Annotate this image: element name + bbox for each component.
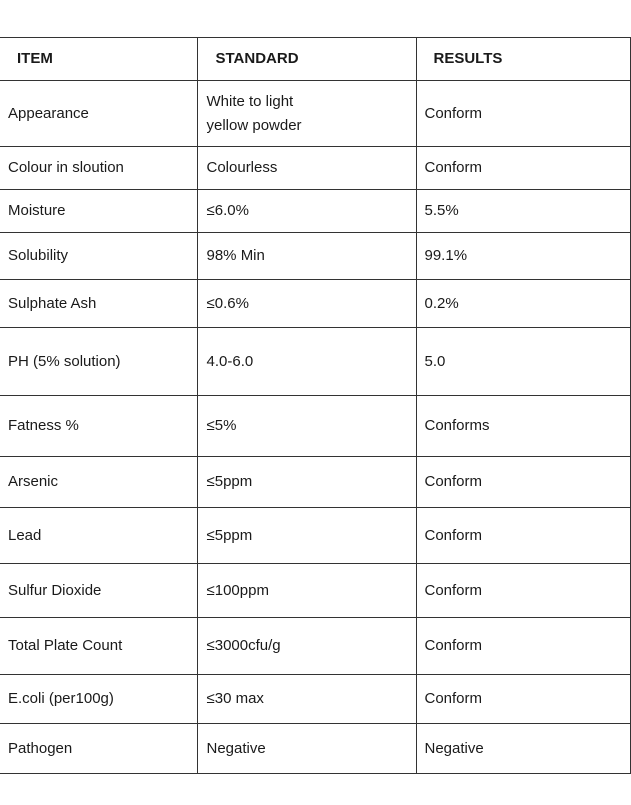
item-cell: Sulfur Dioxide: [0, 564, 197, 618]
standard-cell: ≤6.0%: [197, 190, 416, 233]
result-cell: 99.1%: [416, 233, 630, 280]
standard-cell: Negative: [197, 724, 416, 774]
result-cell: Conforms: [416, 396, 630, 457]
standard-cell: ≤5ppm: [197, 508, 416, 564]
table-row: [0, 328, 630, 396]
standard-cell: Colourless: [197, 147, 416, 190]
result-cell: Negative: [416, 724, 630, 774]
item-cell: Appearance: [0, 81, 197, 147]
table-row: [0, 564, 630, 618]
standard-cell: ≤30 max: [197, 675, 416, 724]
result-cell: 5.5%: [416, 190, 630, 233]
item-cell: Lead: [0, 508, 197, 564]
result-cell: Conform: [416, 618, 630, 675]
standard-cell: ≤5%: [197, 396, 416, 457]
header-item: ITEM: [0, 38, 197, 81]
header-standard: STANDARD: [197, 38, 416, 81]
item-cell: PH (5% solution): [0, 328, 197, 396]
table-row: [0, 675, 630, 724]
result-cell: Conform: [416, 508, 630, 564]
standard-line: yellow powder: [206, 116, 302, 134]
standard-cell: ≤3000cfu/g: [197, 618, 416, 675]
result-cell: Conform: [416, 564, 630, 618]
item-cell: Colour in sloution: [0, 147, 197, 190]
item-cell: Moisture: [0, 190, 197, 233]
table-row: [0, 457, 630, 508]
standard-cell: [197, 81, 416, 147]
item-cell: E.coli (per100g): [0, 675, 197, 724]
table-row: [0, 724, 630, 774]
result-cell: Conform: [416, 675, 630, 724]
item-cell: Pathogen: [0, 724, 197, 774]
table-row: [0, 147, 630, 190]
standard-cell: ≤5ppm: [197, 457, 416, 508]
standard-cell: 98% Min: [197, 233, 416, 280]
standard-cell: 4.0-6.0: [197, 328, 416, 396]
item-cell: Solubility: [0, 233, 197, 280]
item-cell: Fatness %: [0, 396, 197, 457]
table-row: [0, 233, 630, 280]
result-cell: Conform: [416, 147, 630, 190]
table-row: [0, 618, 630, 675]
result-cell: Conform: [416, 81, 630, 147]
header-results: RESULTS: [416, 38, 630, 81]
standard-cell: ≤0.6%: [197, 280, 416, 328]
table-header-row: [0, 38, 630, 81]
table-row: [0, 508, 630, 564]
result-cell: 0.2%: [416, 280, 630, 328]
item-cell: Total Plate Count: [0, 618, 197, 675]
table-row: [0, 396, 630, 457]
table-row: [0, 280, 630, 328]
standard-line: White to light: [206, 92, 294, 110]
item-cell: Sulphate Ash: [0, 280, 197, 328]
table-row: [0, 81, 630, 147]
specification-table: [0, 37, 631, 774]
standard-cell: ≤100ppm: [197, 564, 416, 618]
item-cell: Arsenic: [0, 457, 197, 508]
result-cell: Conform: [416, 457, 630, 508]
table-row: [0, 190, 630, 233]
result-cell: 5.0: [416, 328, 630, 396]
